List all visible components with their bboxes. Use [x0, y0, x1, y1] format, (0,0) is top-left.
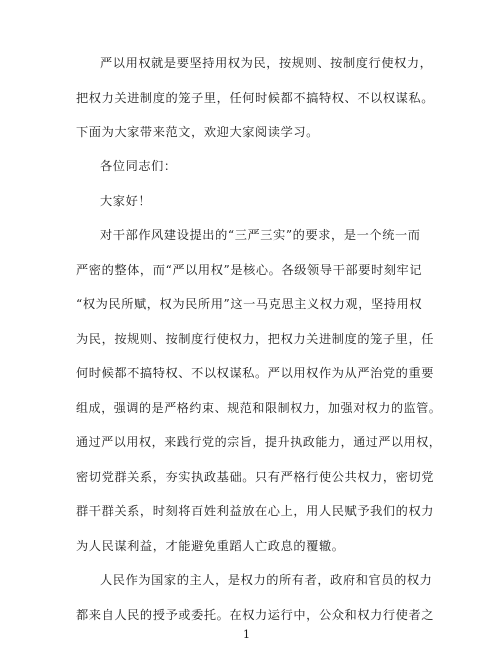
text-line: 严密的整体，而“严以用权”是核心。各级领导干部要时刻牢记 — [76, 263, 423, 277]
text-line: 对干部作风建设提出的“三严三实”的要求，是一个统一而 — [100, 228, 421, 242]
text-line: 人民作为国家的主人，是权力的所有者，政府和官员的权力 — [100, 573, 433, 587]
text-line: 都来自人民的授予或委托。在权力运行中，公众和权力行使者之 — [76, 608, 435, 622]
text-line: 严以用权就是要坚持用权为民，按规则、按制度行使权力， — [100, 56, 433, 70]
text-line: 大家好！ — [100, 194, 152, 208]
text-line: 为人民谋利益，才能避免重蹈人亡政息的覆辙。 — [76, 539, 345, 553]
text-line: 何时候都不搞特权、不以权谋私。严以用权作为从严治党的重要 — [76, 366, 435, 380]
page-number: 1 — [243, 628, 250, 641]
text-line: 通过严以用权，来践行党的宗旨，提升执政能力，通过严以用权， — [76, 435, 442, 449]
text-line: 下面为大家带来范文，欢迎大家阅读学习。 — [76, 125, 319, 139]
text-line: 各位同志们： — [100, 159, 177, 173]
text-line: 把权力关进制度的笼子里，任何时候都不搞特权、不以权谋私。 — [76, 91, 435, 105]
text-line: 为民，按规则、按制度行使权力，把权力关进制度的笼子里，任 — [76, 332, 435, 346]
text-line: 组成，强调的是严格约束、规范和限制权力，加强对权力的监管。 — [76, 401, 442, 415]
text-line: 群干群关系，时刻将百姓利益放在心上，用人民赋予我们的权力 — [76, 504, 435, 518]
text-line: “权为民所赋，权为民所用”这一马克思主义权力观，坚持用权 — [76, 297, 423, 311]
text-line: 密切党群关系，夯实执政基础。只有严格行使公共权力，密切党 — [76, 470, 435, 484]
